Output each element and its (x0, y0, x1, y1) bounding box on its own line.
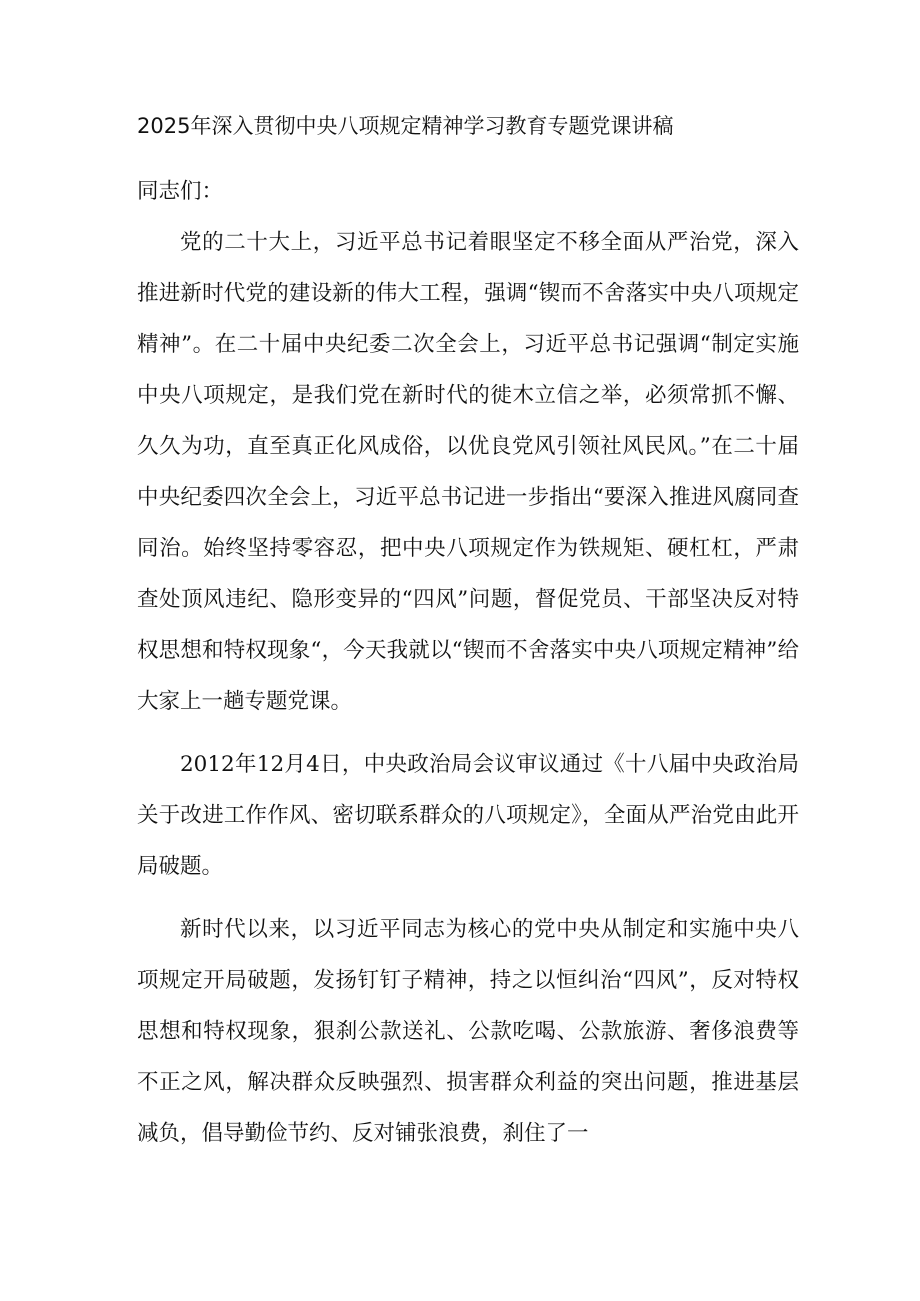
paragraph-2: 2012年12月4日，中央政治局会议审议通过《十八届中央政治局关于改进工作作风、密切联系群众的八项规定》，全面从严治党由此开局破题。 (137, 752, 799, 879)
document-title: 2025年深入贯彻中央八项规定精神学习教育专题党课讲稿 (137, 114, 674, 138)
document-body (137, 166, 799, 1159)
paragraph-1: 党的二十大上，习近平总书记着眼坚定不移全面从严治党，深入推进新时代党的建设新的伟大工程，强调“锲而不舍落实中央八项规定精神”。在二十届中央纪委二次全会上，习近平总书记强调“制定实施中央八项规定，是我们党在新时代的徙木立信之举，必须常抓不懈、久久为功，直至真正化风成俗，以优良党风引领社风民风。”在二十届中央纪委四次全会上，习近平总书记进一步指出“要深入推进风腐同查同治。始终坚持零容忍，把中央八项规定作为铁规矩、硬杠杠，严肃查处顶风违纪、隐形变异的“四风”问题，督促党员、干部坚决反对特权思想和特权现象“，今天我就以“锲而不舍落实中央八项规定精神”给大家上一趟专题党课。 (137, 230, 799, 714)
salutation: 同志们： (137, 179, 224, 204)
paragraph-3: 新时代以来，以习近平同志为核心的党中央从制定和实施中央八项规定开局破题，发扬钉钉子精神，持之以恒纠治“四风”，反对特权思想和特权现象，狠刹公款送礼、公款吃喝、公款旅游、奢侈浪费等不正之风，解决群众反映强烈、损害群众利益的突出问题，推进基层减负，倡导勤俭节约、反对铺张浪费，刹住了一 (137, 917, 799, 1146)
